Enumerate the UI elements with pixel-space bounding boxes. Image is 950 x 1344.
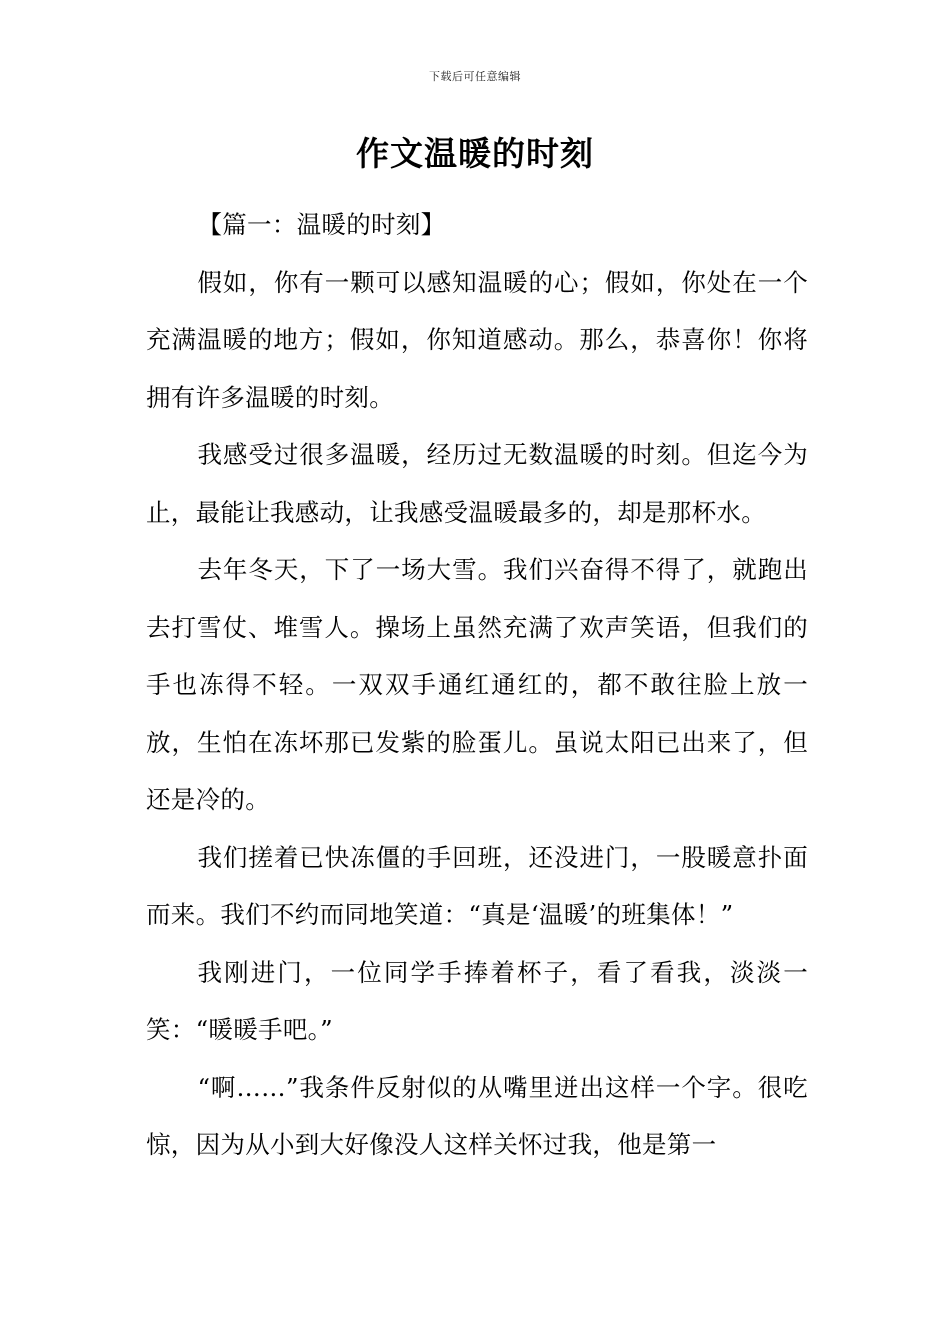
paragraph-3: 去年冬天，下了一场大雪。我们兴奋得不得了，就跑出去打雪仗、堆雪人。操场上虽然充满了欢声笑语，但我们的手也冻得不轻。一双双手通红通红的，都不敢往脸上放一放，生怕在冻坏那已发紫的脸蛋儿。虽说太阳已出来了，但还是冷的。 — [146, 555, 808, 814]
header-note: 下载后可任意编辑 — [429, 70, 521, 83]
paragraph-5: 我刚进门，一位同学手捧着杯子，看了看我，淡淡一笑：“暖暖手吧。” — [146, 957, 808, 1044]
paragraph-2: 我感受过很多温暖，经历过无数温暖的时刻。但迄今为止，最能让我感动，让我感受温暖最多的，却是那杯水。 — [146, 440, 808, 527]
document-title: 作文温暖的时刻 — [356, 134, 594, 173]
paragraph-1: 假如，你有一颗可以感知温暖的心；假如，你处在一个充满温暖的地方；假如，你知道感动。那么，恭喜你！你将拥有许多温暖的时刻。 — [146, 267, 808, 412]
paragraph-6: “啊……”我条件反射似的从嘴里迸出这样一个字。很吃惊，因为从小到大好像没人这样关怀过我，他是第一 — [146, 1072, 808, 1159]
paragraph-4: 我们搓着已快冻僵的手回班，还没进门，一股暖意扑面而来。我们不约而同地笑道：“真是‘温暖’的班集体！” — [146, 842, 808, 929]
document-body — [146, 196, 808, 1174]
section-heading: 【篇一：温暖的时刻】 — [197, 210, 446, 239]
